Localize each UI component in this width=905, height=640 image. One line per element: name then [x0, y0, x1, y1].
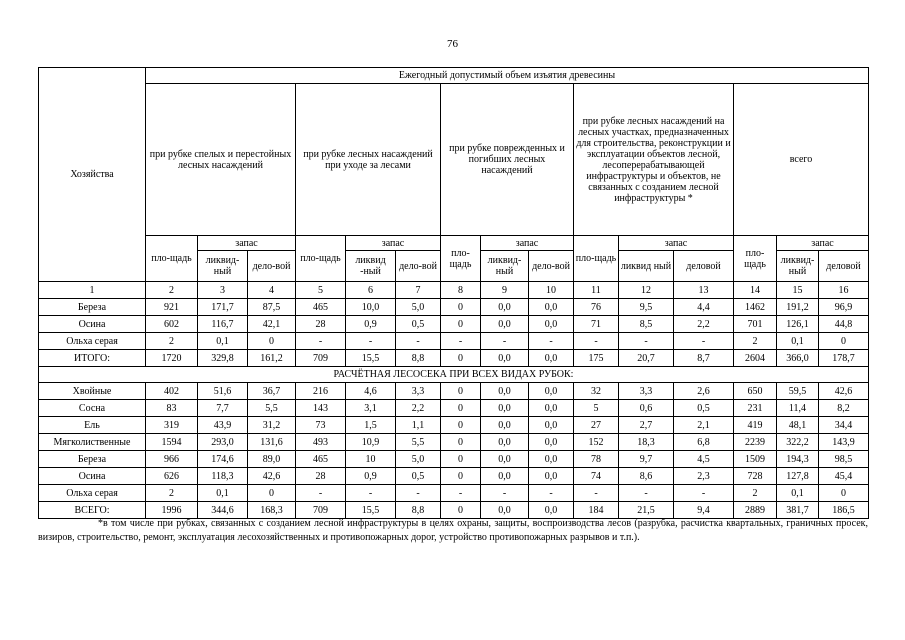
table-cell: 36,7 — [248, 383, 296, 400]
table-cell: 0 — [248, 333, 296, 350]
table-cell: 143 — [296, 400, 346, 417]
table-cell: 1594 — [146, 434, 198, 451]
table-row — [39, 383, 869, 400]
table-cell: 71 — [574, 316, 619, 333]
table-cell: 0,1 — [198, 333, 248, 350]
table-cell: 127,8 — [777, 468, 819, 485]
table-cell: 0,0 — [529, 451, 574, 468]
table-cell: 0 — [248, 485, 296, 502]
table-cell: 0,0 — [481, 316, 529, 333]
table-cell: 20,7 — [619, 350, 674, 367]
table-cell: 2,1 — [674, 417, 734, 434]
table-cell: 5,5 — [396, 434, 441, 451]
table-cell: - — [396, 333, 441, 350]
table-cell: 175 — [574, 350, 619, 367]
table-row — [39, 417, 869, 434]
table-cell: 42,6 — [819, 383, 869, 400]
table-cell: 31,2 — [248, 417, 296, 434]
table-cell: 44,8 — [819, 316, 869, 333]
table-body-species — [39, 299, 869, 367]
table-cell: 191,2 — [777, 299, 819, 316]
table-row — [39, 350, 869, 367]
row-label: Ольха серая — [39, 333, 146, 350]
table-cell: 5,0 — [396, 451, 441, 468]
table-cell: 143,9 — [819, 434, 869, 451]
table-cell: 18,3 — [619, 434, 674, 451]
group-header-3: при рубке поврежденных и погибших лесных насаждений — [441, 84, 574, 236]
col-number: 5 — [296, 282, 346, 299]
table-row — [39, 333, 869, 350]
table-cell: - — [346, 333, 396, 350]
table-cell: 319 — [146, 417, 198, 434]
table-cell: 8,6 — [619, 468, 674, 485]
table-cell: 0,5 — [396, 468, 441, 485]
table-cell: 1996 — [146, 502, 198, 519]
col-number: 7 — [396, 282, 441, 299]
table-cell: 2 — [146, 485, 198, 502]
table-cell: 8,2 — [819, 400, 869, 417]
table-cell: 5 — [574, 400, 619, 417]
table-cell: 701 — [734, 316, 777, 333]
table-cell: 0,0 — [481, 299, 529, 316]
table-cell: 0,0 — [481, 451, 529, 468]
table-cell: - — [574, 333, 619, 350]
table-cell: - — [529, 333, 574, 350]
ploshad-header-5: пло-щадь — [734, 236, 777, 282]
table-cell: 0 — [819, 333, 869, 350]
row-label: Ольха серая — [39, 485, 146, 502]
row-label: Ель — [39, 417, 146, 434]
table-row — [39, 400, 869, 417]
table-cell: 0,0 — [529, 400, 574, 417]
table-cell: 402 — [146, 383, 198, 400]
table-cell: 0,0 — [529, 502, 574, 519]
table-cell: 161,2 — [248, 350, 296, 367]
table-cell: 0 — [441, 350, 481, 367]
table-cell: 2239 — [734, 434, 777, 451]
delovoi-header-5: деловой — [819, 251, 869, 282]
table-cell: 8,8 — [396, 502, 441, 519]
table-cell: 28 — [296, 468, 346, 485]
table-cell: 8,7 — [674, 350, 734, 367]
table-cell: 0,1 — [777, 485, 819, 502]
table-cell: 381,7 — [777, 502, 819, 519]
table-cell: 1462 — [734, 299, 777, 316]
table-cell: 48,1 — [777, 417, 819, 434]
table-cell: 0,6 — [619, 400, 674, 417]
table-cell: 0,1 — [777, 333, 819, 350]
table-cell: 0,0 — [481, 502, 529, 519]
col-number: 16 — [819, 282, 869, 299]
table-cell: 344,6 — [198, 502, 248, 519]
table-cell: 9,5 — [619, 299, 674, 316]
table-cell: 0,0 — [481, 434, 529, 451]
table-cell: 0,0 — [481, 350, 529, 367]
likvid-header-2: ликвид -ный — [346, 251, 396, 282]
table-cell: 0 — [441, 434, 481, 451]
table-cell: 0,0 — [529, 434, 574, 451]
table-cell: 98,5 — [819, 451, 869, 468]
table-cell: 126,1 — [777, 316, 819, 333]
table-cell: - — [529, 485, 574, 502]
table-cell: - — [574, 485, 619, 502]
ploshad-header-2: пло-щадь — [296, 236, 346, 282]
zapas-header-1: запас — [198, 236, 296, 251]
ploshad-header-4: пло-щадь — [574, 236, 619, 282]
footnote-text: *в том числе при рубках, связанных с созданием лесной инфраструктуры в целях охраны, защиты, воспроизводства лесов (разрубка, расчистка квартальных, граничных просек, визиров, строительство, ремонт, эксплуатация лесохозяйственных и противопожарных дорог, устройство противопожарных разрывов и т.п.). — [38, 518, 868, 543]
col-number: 11 — [574, 282, 619, 299]
col-number: 4 — [248, 282, 296, 299]
table-cell: - — [441, 485, 481, 502]
table-cell: 2604 — [734, 350, 777, 367]
col-number: 15 — [777, 282, 819, 299]
table-cell: 178,7 — [819, 350, 869, 367]
table-cell: 0 — [819, 485, 869, 502]
table-cell: 0 — [441, 383, 481, 400]
delovoi-header-3: дело-вой — [529, 251, 574, 282]
table-cell: 32 — [574, 383, 619, 400]
table-cell: 0 — [441, 400, 481, 417]
table-cell: 709 — [296, 350, 346, 367]
table-cell: 0 — [441, 468, 481, 485]
table-cell: - — [481, 485, 529, 502]
delovoi-header-4: деловой — [674, 251, 734, 282]
table-cell: 43,9 — [198, 417, 248, 434]
table-cell: 0,0 — [529, 468, 574, 485]
table-cell: 4,6 — [346, 383, 396, 400]
col-number: 1 — [39, 282, 146, 299]
table-cell: 27 — [574, 417, 619, 434]
table-cell: 3,1 — [346, 400, 396, 417]
col-number: 9 — [481, 282, 529, 299]
table-cell: - — [674, 485, 734, 502]
table-cell: 0 — [441, 502, 481, 519]
table-cell: 0 — [441, 316, 481, 333]
table-cell: 293,0 — [198, 434, 248, 451]
delovoi-header-1: дело-вой — [248, 251, 296, 282]
table-cell: 3,3 — [396, 383, 441, 400]
table-cell: - — [619, 485, 674, 502]
table-cell: 728 — [734, 468, 777, 485]
table-cell: 42,1 — [248, 316, 296, 333]
table-cell: - — [441, 333, 481, 350]
table-cell: 0,5 — [396, 316, 441, 333]
table-cell: 626 — [146, 468, 198, 485]
ploshad-header-3: пло-щадь — [441, 236, 481, 282]
zapas-header-5: запас — [777, 236, 869, 251]
likvid-header-1: ликвид-ный — [198, 251, 248, 282]
table-cell: 174,6 — [198, 451, 248, 468]
col-number: 3 — [198, 282, 248, 299]
table-cell: 21,5 — [619, 502, 674, 519]
table-cell: - — [619, 333, 674, 350]
table-cell: 1,1 — [396, 417, 441, 434]
zapas-header-4: запас — [619, 236, 734, 251]
table-cell: 465 — [296, 451, 346, 468]
table-cell: 493 — [296, 434, 346, 451]
col-number: 14 — [734, 282, 777, 299]
table-cell: 51,6 — [198, 383, 248, 400]
table-cell: 184 — [574, 502, 619, 519]
table-cell: 0 — [441, 451, 481, 468]
table-cell: 0,0 — [529, 316, 574, 333]
table-cell: 0,9 — [346, 316, 396, 333]
table-cell: 10 — [346, 451, 396, 468]
row-label: Береза — [39, 451, 146, 468]
table-cell: 2 — [734, 485, 777, 502]
table-cell: 186,5 — [819, 502, 869, 519]
table-cell: 0,0 — [481, 468, 529, 485]
table-body-all-cuttings — [39, 383, 869, 519]
table-cell: 8,8 — [396, 350, 441, 367]
table-cell: 9,4 — [674, 502, 734, 519]
table-cell: 0,0 — [529, 383, 574, 400]
table-cell: - — [674, 333, 734, 350]
table-cell: 709 — [296, 502, 346, 519]
table-cell: 921 — [146, 299, 198, 316]
table-cell: 42,6 — [248, 468, 296, 485]
table-cell: 131,6 — [248, 434, 296, 451]
table-cell: - — [481, 333, 529, 350]
row-label: Осина — [39, 316, 146, 333]
col-number: 10 — [529, 282, 574, 299]
table-row — [39, 485, 869, 502]
row-label: ИТОГО: — [39, 350, 146, 367]
table-cell: 8,5 — [619, 316, 674, 333]
table-cell: 966 — [146, 451, 198, 468]
table-cell: 2 — [146, 333, 198, 350]
table-cell: 1720 — [146, 350, 198, 367]
table-cell: - — [296, 333, 346, 350]
table-cell: 5,0 — [396, 299, 441, 316]
table-cell: 465 — [296, 299, 346, 316]
table-cell: 78 — [574, 451, 619, 468]
table-cell: 231 — [734, 400, 777, 417]
table-cell: 59,5 — [777, 383, 819, 400]
table-cell: 74 — [574, 468, 619, 485]
table-cell: 2,2 — [674, 316, 734, 333]
table-cell: 329,8 — [198, 350, 248, 367]
table-cell: 366,0 — [777, 350, 819, 367]
table-cell: 0,0 — [481, 417, 529, 434]
table-cell: 0,5 — [674, 400, 734, 417]
table-cell: 194,3 — [777, 451, 819, 468]
table-cell: 650 — [734, 383, 777, 400]
zapas-header-3: запас — [481, 236, 574, 251]
table-cell: 7,7 — [198, 400, 248, 417]
table-cell: 3,3 — [619, 383, 674, 400]
table-row — [39, 316, 869, 333]
table-cell: 2,7 — [619, 417, 674, 434]
col-number: 8 — [441, 282, 481, 299]
table-cell: 0 — [441, 417, 481, 434]
column-number-row — [39, 282, 869, 299]
wood-harvest-table — [38, 67, 869, 519]
table-cell: 0,0 — [529, 350, 574, 367]
table-cell: 4,5 — [674, 451, 734, 468]
table-row — [39, 434, 869, 451]
group-header-4: при рубке лесных насаждений на лесных участках, предназначенных для строительства, реконструкции и эксплуатации объектов лесной, лесоперерабатывающей инфраструктуры и объектов, не связанных с созданием лесной инфраструктуры * — [574, 84, 734, 236]
likvid-header-3: ликвид-ный — [481, 251, 529, 282]
table-cell: 602 — [146, 316, 198, 333]
table-cell: 2,3 — [674, 468, 734, 485]
table-cell: 0,0 — [481, 383, 529, 400]
table-cell: 116,7 — [198, 316, 248, 333]
table-cell: 15,5 — [346, 350, 396, 367]
row-label: ВСЕГО: — [39, 502, 146, 519]
table-cell: 45,4 — [819, 468, 869, 485]
table-cell: 28 — [296, 316, 346, 333]
table-cell: 11,4 — [777, 400, 819, 417]
table-cell: - — [296, 485, 346, 502]
table-cell: 2,2 — [396, 400, 441, 417]
col-number: 13 — [674, 282, 734, 299]
header-hozyaistva: Хозяйства — [39, 68, 146, 282]
header-title: Ежегодный допустимый объем изъятия древесины — [146, 68, 869, 84]
group-header-5: всего — [734, 84, 869, 236]
delovoi-header-2: дело-вой — [396, 251, 441, 282]
table-row — [39, 468, 869, 485]
table-cell: 1509 — [734, 451, 777, 468]
table-cell: 9,7 — [619, 451, 674, 468]
likvid-header-4: ликвид ный — [619, 251, 674, 282]
table-cell: 322,2 — [777, 434, 819, 451]
page-number: 76 — [447, 38, 458, 50]
table-cell: 168,3 — [248, 502, 296, 519]
section-title: РАСЧЁТНАЯ ЛЕСОСЕКА ПРИ ВСЕХ ВИДАХ РУБОК: — [39, 367, 869, 383]
table-cell: 10,0 — [346, 299, 396, 316]
group-header-1: при рубке спелых и перестойных лесных насаждений — [146, 84, 296, 236]
table-cell: 2,6 — [674, 383, 734, 400]
table-cell: 10,9 — [346, 434, 396, 451]
table-cell: 2889 — [734, 502, 777, 519]
row-label: Береза — [39, 299, 146, 316]
table-cell: 34,4 — [819, 417, 869, 434]
table-cell: 1,5 — [346, 417, 396, 434]
table-row — [39, 502, 869, 519]
row-label: Сосна — [39, 400, 146, 417]
table-cell: 96,9 — [819, 299, 869, 316]
table-cell: 2 — [734, 333, 777, 350]
table-cell: 0,0 — [481, 400, 529, 417]
table-cell: - — [396, 485, 441, 502]
table-cell: 0 — [441, 299, 481, 316]
table-cell: 118,3 — [198, 468, 248, 485]
group-header-2: при рубке лесных насаждений при уходе за лесами — [296, 84, 441, 236]
table-cell: 5,5 — [248, 400, 296, 417]
table-cell: 0,1 — [198, 485, 248, 502]
col-number: 6 — [346, 282, 396, 299]
table-cell: 89,0 — [248, 451, 296, 468]
table-cell: 171,7 — [198, 299, 248, 316]
table-cell: 6,8 — [674, 434, 734, 451]
table-cell: 76 — [574, 299, 619, 316]
row-label: Осина — [39, 468, 146, 485]
col-number: 2 — [146, 282, 198, 299]
table-cell: 87,5 — [248, 299, 296, 316]
table-cell: 152 — [574, 434, 619, 451]
footnote — [38, 517, 868, 545]
table-cell: 15,5 — [346, 502, 396, 519]
table-cell: 0,0 — [529, 417, 574, 434]
col-number: 12 — [619, 282, 674, 299]
ploshad-header-1: пло-щадь — [146, 236, 198, 282]
zapas-header-2: запас — [346, 236, 441, 251]
table-cell: - — [346, 485, 396, 502]
table-row — [39, 299, 869, 316]
row-label: Мягколиственные — [39, 434, 146, 451]
table-cell: 0,9 — [346, 468, 396, 485]
likvid-header-5: ликвид-ный — [777, 251, 819, 282]
table-cell: 0,0 — [529, 299, 574, 316]
table-cell: 419 — [734, 417, 777, 434]
table-cell: 4,4 — [674, 299, 734, 316]
table-cell: 216 — [296, 383, 346, 400]
table-cell: 83 — [146, 400, 198, 417]
table-cell: 73 — [296, 417, 346, 434]
row-label: Хвойные — [39, 383, 146, 400]
table-row — [39, 451, 869, 468]
